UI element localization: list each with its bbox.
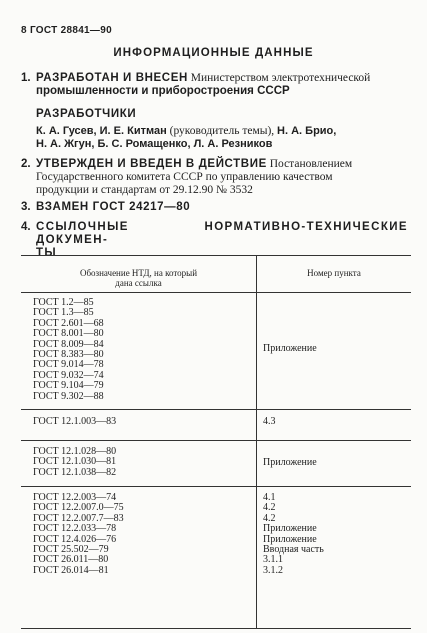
table-cell-gost: ГОСТ 26.011—80 <box>33 554 109 566</box>
section-3-number: 3. <box>21 201 31 213</box>
table-cell-clause: Вводная часть <box>263 544 324 556</box>
table-cell-clause: 3.1.2 <box>263 564 283 576</box>
section-1-number: 1. <box>21 72 31 84</box>
table-cell-clause: Приложение <box>263 533 317 545</box>
document-title: ИНФОРМАЦИОННЫЕ ДАННЫЕ <box>113 47 314 59</box>
table-cell-clause: 4.1 <box>263 492 276 503</box>
table-group-3 <box>21 447 411 478</box>
table-cell-gost: ГОСТ 9.014—78 <box>33 359 104 371</box>
table-cell-gost: ГОСТ 2.601—68 <box>33 317 104 329</box>
column-header-document-line-2: дана ссылка <box>115 278 162 288</box>
table-cell-clause: 4.3 <box>263 416 276 427</box>
table-cell-gost: ГОСТ 12.2.007.0—75 <box>33 502 124 514</box>
developer-names-2: Н. А. Брио, <box>277 125 337 137</box>
table-cell-gost: ГОСТ 25.502—79 <box>33 544 109 556</box>
table-cell-clause: Приложение <box>263 343 317 354</box>
table-cell-gost: ГОСТ 12.1.003—83 <box>33 416 117 427</box>
table-cell-gost: ГОСТ 12.4.026—76 <box>33 533 117 545</box>
table-cell-clause: Приложение <box>263 523 317 535</box>
column-header-document-line-1: Обозначение НТД, на который <box>79 268 198 278</box>
table-cell-gost: ГОСТ 12.2.033—78 <box>33 523 117 535</box>
table-cell-gost: ГОСТ 9.032—74 <box>33 369 104 381</box>
section-2-number: 2. <box>21 158 31 170</box>
table-cell-gost: ГОСТ 12.1.038—82 <box>33 466 117 478</box>
table-cell-gost: ГОСТ 8.383—80 <box>33 349 104 361</box>
table-cell-gost: ГОСТ 8.001—80 <box>33 328 104 340</box>
references-table <box>21 255 411 629</box>
table-group-4 <box>21 493 411 576</box>
section-1-text-2: промышленности и приборостроения СССР <box>36 85 290 97</box>
table-cell-gost: ГОСТ 1.2—85 <box>33 297 94 308</box>
page-header: 8 ГОСТ 28841—90 <box>21 25 112 36</box>
section-1-text-1: Министерством электротехнической <box>187 72 371 84</box>
column-header-clause: Номер пункта <box>307 268 361 278</box>
developer-names-1: К. А. Гусев, И. Е. Китман <box>36 125 167 137</box>
group-divider <box>21 409 411 410</box>
table-cell-gost: ГОСТ 9.302—88 <box>33 390 104 402</box>
section-4-line-1: ССЫЛОЧНЫЕ НОРМАТИВНО-ТЕХНИЧЕСКИЕ ДОКУМЕН- <box>36 221 408 246</box>
section-4-number: 4. <box>21 221 31 233</box>
table-cell-gost: ГОСТ 1.3—85 <box>33 307 94 319</box>
section-2 <box>21 158 408 197</box>
developer-role: (руководитель темы), <box>166 125 278 137</box>
table-cell-gost: ГОСТ 12.1.028—80 <box>33 446 117 457</box>
developers-list <box>36 125 408 151</box>
table-cell-gost: ГОСТ 9.104—79 <box>33 380 104 392</box>
section-1-heading: РАЗРАБОТАН И ВНЕСЕН <box>36 72 188 84</box>
table-cell-gost: ГОСТ 12.2.003—74 <box>33 492 117 503</box>
section-2-heading: УТВЕРЖДЕН И ВВЕДЕН В ДЕЙСТВИЕ <box>36 158 267 170</box>
table-cell-gost: ГОСТ 12.1.030—81 <box>33 456 117 468</box>
section-2-text-1: Постановлением <box>266 158 353 170</box>
section-2-text-3: продукции и стандартам от 29.12.90 № 3532 <box>36 184 253 196</box>
table-cell-clause: Приложение <box>263 457 317 468</box>
group-divider <box>21 486 411 487</box>
section-4-line-2: ТЫ <box>36 247 58 259</box>
table-cell-gost: ГОСТ 26.014—81 <box>33 564 109 576</box>
section-1 <box>21 72 408 98</box>
header-divider <box>21 292 411 293</box>
table-cell-gost: ГОСТ 8.009—84 <box>33 338 104 350</box>
table-cell-clause: 3.1.1 <box>263 554 283 566</box>
column-header-document <box>21 268 256 288</box>
section-3 <box>21 201 408 214</box>
developers-heading: РАЗРАБОТЧИКИ <box>36 108 137 120</box>
table-group-2 <box>21 417 411 427</box>
section-2-text-2: Государственного комитета СССР по управлению качеством <box>36 171 333 183</box>
section-3-text: ВЗАМЕН ГОСТ 24217—80 <box>36 201 191 213</box>
table-cell-gost: ГОСТ 12.2.007.7—83 <box>33 512 124 524</box>
developer-names-3: Н. А. Жгун, Б. С. Ромащенко, Л. А. Резников <box>36 138 273 150</box>
table-cell-clause: 4.2 <box>263 512 276 524</box>
table-group-1 <box>21 298 411 402</box>
group-divider <box>21 440 411 441</box>
table-cell-clause: 4.2 <box>263 502 276 514</box>
